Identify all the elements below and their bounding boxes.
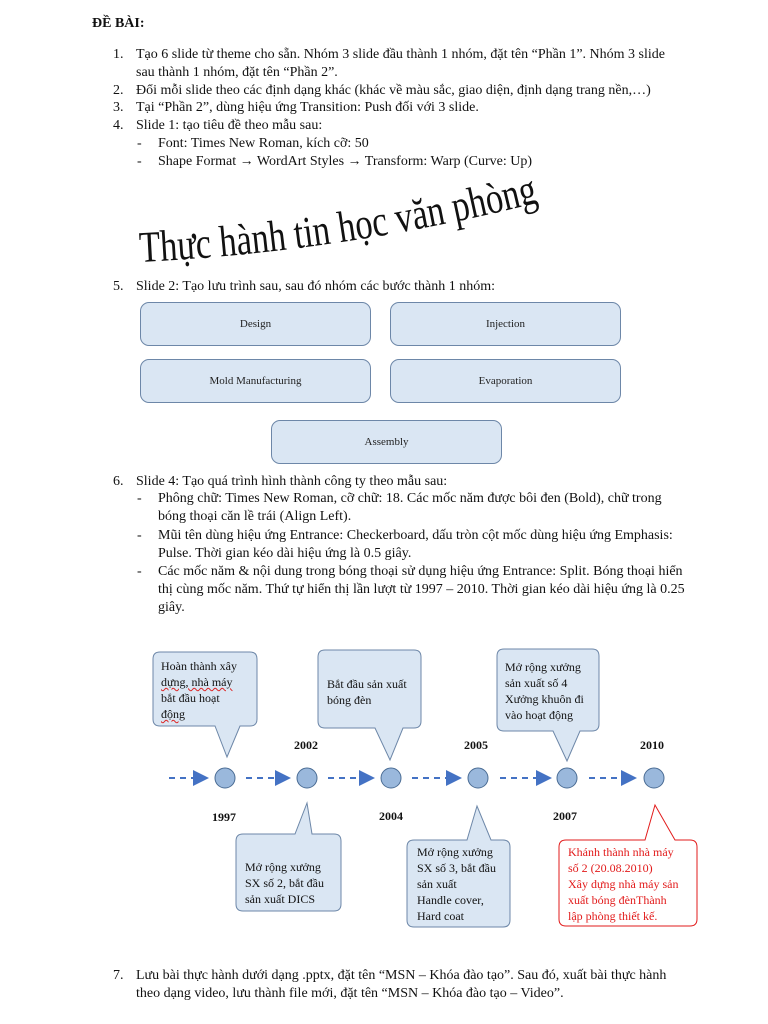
bubble-2010-line-1: Khánh thành nhà máy bbox=[568, 845, 674, 859]
item-4-number: 4. bbox=[113, 118, 124, 133]
item-6-sub-1-bullet: - bbox=[137, 491, 142, 506]
item-6-sub-1-line-1: Phông chữ: Times New Roman, cỡ chữ: 18. Các mốc năm được bôi đen (Bold), chữ trong bbox=[158, 491, 662, 506]
item-6-number: 6. bbox=[113, 474, 124, 489]
item-6-sub-3-line-3: giây. bbox=[158, 600, 185, 615]
bubble-text-2005 bbox=[417, 844, 496, 924]
item-6-sub-3-bullet: - bbox=[137, 564, 142, 579]
bubble-text-2007 bbox=[505, 659, 584, 723]
item-6-sub-2-line-1: Mũi tên dùng hiệu ứng Entrance: Checkerboard, dấu tròn cột mốc dùng hiệu ứng Emphasis: bbox=[158, 528, 673, 543]
bubble-2010-line-5: lập phòng thiết kế. bbox=[568, 909, 658, 923]
bubble-text-2010 bbox=[568, 844, 678, 924]
year-label-2007: 2007 bbox=[553, 809, 577, 823]
bubble-text-2004 bbox=[327, 676, 407, 708]
bubble-2005-line-2: SX số 3, bắt đầu bbox=[417, 861, 496, 875]
flow-box-mold-manufacturing: Mold Manufacturing bbox=[140, 359, 371, 403]
item-4-sub-2-line-1: Shape Format → WordArt Styles → Transform: Warp (Curve: Up) bbox=[158, 154, 533, 169]
bubble-text-1997 bbox=[161, 658, 237, 722]
flow-box-design: Design bbox=[140, 302, 371, 346]
item-4-sub-1-bullet: - bbox=[137, 136, 142, 151]
item-6-sub-3-line-2: thị cùng mốc năm. Thứ tự hiển thị lần lượt từ 1997 – 2010. Thời gian kéo dài hiệu ứng là 0.25 bbox=[158, 582, 685, 597]
item-4-line-1: Slide 1: tạo tiêu đề theo mẫu sau: bbox=[136, 118, 323, 133]
bubble-2007-line-2: sản xuất số 4 bbox=[505, 676, 568, 690]
bubble-2002-line-3: sản xuất DICS bbox=[245, 892, 315, 906]
item-2-line-1: Đổi mỗi slide theo các định dạng khác (khác về màu sắc, giao diện, định dạng trang nền,…) bbox=[136, 83, 651, 98]
item-1-line-1: Tạo 6 slide từ theme cho sẵn. Nhóm 3 slide đầu thành 1 nhóm, đặt tên “Phần 1”. Nhóm 3 slide bbox=[136, 47, 665, 62]
bubble-2005-line-4: Handle cover, bbox=[417, 893, 484, 907]
item-5-number: 5. bbox=[113, 279, 124, 294]
bubble-2005-line-1: Mở rộng xưởng bbox=[417, 845, 493, 859]
milestone-circle-2007 bbox=[557, 768, 577, 788]
bubble-2007-line-4: vào hoạt động bbox=[505, 708, 573, 722]
bubble-2004-line-2: bóng đèn bbox=[327, 693, 372, 707]
year-label-1997: 1997 bbox=[212, 810, 236, 824]
bubble-1997-line-4: động bbox=[161, 707, 185, 721]
item-7-line-1: Lưu bài thực hành dưới dạng .pptx, đặt tên “MSN – Khóa đào tạo”. Sau đó, xuất bài thực hành bbox=[136, 968, 667, 983]
item-6-sub-3-line-1: Các mốc năm & nội dung trong bóng thoại sử dụng hiệu ứng Entrance: Split. Bóng thoại hiển bbox=[158, 564, 683, 579]
item-4-sub-1-line-1: Font: Times New Roman, kích cỡ: 50 bbox=[158, 136, 369, 151]
bubble-text-2002 bbox=[245, 859, 324, 907]
item-1-number: 1. bbox=[113, 47, 124, 62]
wordart-sample bbox=[136, 180, 556, 280]
year-label-2004: 2004 bbox=[379, 809, 403, 823]
milestone-circle-2010 bbox=[644, 768, 664, 788]
bubble-1997-line-2: dựng, nhà máy bbox=[161, 675, 233, 689]
milestone-circle-1997 bbox=[215, 768, 235, 788]
timeline-diagram bbox=[0, 630, 768, 950]
year-label-2005: 2005 bbox=[464, 738, 488, 752]
item-1-line-2: sau thành 1 nhóm, đặt tên “Phần 2”. bbox=[136, 65, 338, 80]
bubble-2010-line-2: số 2 (20.08.2010) bbox=[568, 861, 653, 875]
item-3-line-1: Tại “Phần 2”, dùng hiệu ứng Transition: Push đối với 3 slide. bbox=[136, 100, 479, 115]
item-6-sub-2-line-2: Pulse. Thời gian kéo dài hiệu ứng là 0.5 giây. bbox=[158, 546, 412, 561]
milestone-circle-2004 bbox=[381, 768, 401, 788]
svg-text:Thực hành tin học văn phòng bbox=[137, 180, 546, 273]
bubble-1997-line-3: bắt đầu hoạt bbox=[161, 691, 220, 705]
page-heading: ĐỀ BÀI: bbox=[92, 16, 145, 31]
item-7-number: 7. bbox=[113, 968, 124, 983]
bubble-2010-line-4: xuất bóng đènThành bbox=[568, 893, 667, 907]
item-2-number: 2. bbox=[113, 83, 124, 98]
item-6-line-1: Slide 4: Tạo quá trình hình thành công ty theo mẫu sau: bbox=[136, 474, 448, 489]
item-6-sub-2-bullet: - bbox=[137, 528, 142, 543]
year-label-2010: 2010 bbox=[640, 738, 664, 752]
year-label-2002: 2002 bbox=[294, 738, 318, 752]
milestone-circle-2005 bbox=[468, 768, 488, 788]
bubble-2004-line-1: Bắt đầu sản xuất bbox=[327, 677, 407, 691]
item-3-number: 3. bbox=[113, 100, 124, 115]
bubble-2005-line-5: Hard coat bbox=[417, 909, 464, 923]
wordart-svg bbox=[136, 180, 556, 280]
bubble-2002-line-1: Mở rộng xưởng bbox=[245, 860, 321, 874]
item-5-line-1: Slide 2: Tạo lưu trình sau, sau đó nhóm các bước thành 1 nhóm: bbox=[136, 279, 496, 294]
flow-box-injection: Injection bbox=[390, 302, 621, 346]
bubble-1997-line-1: Hoàn thành xây bbox=[161, 659, 237, 673]
bubble-2007-line-3: Xưởng khuôn đi bbox=[505, 692, 584, 706]
item-7-line-2: theo dạng video, lưu thành file mới, đặt tên “MSN – Khóa đào tạo – Video”. bbox=[136, 986, 564, 1001]
wordart-text: Thực hành tin học văn phòng bbox=[137, 180, 546, 273]
bubble-2002-line-2: SX số 2, bắt đầu bbox=[245, 876, 324, 890]
bubble-2007-line-1: Mở rộng xưởng bbox=[505, 660, 581, 674]
item-4-sub-2-bullet: - bbox=[137, 154, 142, 169]
flow-box-assembly: Assembly bbox=[271, 420, 502, 464]
bubble-2010-line-3: Xây dựng nhà máy sản bbox=[568, 877, 679, 891]
bubble-2005-line-3: sản xuất bbox=[417, 877, 457, 891]
milestone-circle-2002 bbox=[297, 768, 317, 788]
flow-box-evaporation: Evaporation bbox=[390, 359, 621, 403]
item-6-sub-1-line-2: bóng thoại căn lề trái (Align Left). bbox=[158, 509, 352, 524]
